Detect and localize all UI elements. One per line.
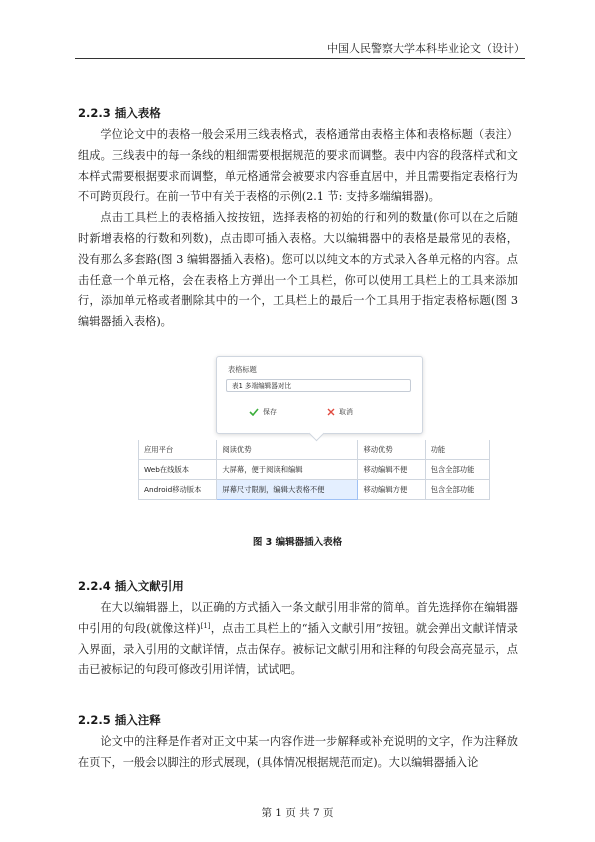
table-cell[interactable]: Android移动版本 [139, 480, 217, 500]
paragraph: 学位论文中的表格一般会采用三线表格式，表格通常由表格主体和表格标题（表注）组成。三线表中的每一条线的粗细需要根据规范的要求而调整。表中内容的段落样式和文本样式需要根据要求而调整，单元格通常会被要求内容垂直居中，并且需要指定表格行为不可跨页段行。在前一节中有关于表格的示例(2.1 节: 支持多端编辑器)。 [78, 128, 518, 204]
figure-caption: 图 3 编辑器插入表格 [252, 537, 343, 548]
section-heading-2-2-4: 2.2.4 插入文献引用 [78, 579, 184, 593]
selected-table-cell[interactable]: 屏幕尺寸限制，编辑大表格不便 [217, 480, 358, 500]
comparison-table [138, 440, 490, 500]
cancel-label: 取消 [339, 408, 353, 416]
editor-table-figure [138, 356, 490, 506]
citation-mark[interactable]: [1] [200, 621, 211, 630]
table-cell[interactable]: Web在线版本 [139, 460, 217, 480]
table-cell[interactable]: 阅读优势 [217, 440, 358, 460]
save-button[interactable] [249, 407, 277, 417]
section-body-2-2-4 [78, 598, 518, 681]
table-row [139, 440, 490, 460]
section-heading-2-2-3: 2.2.3 插入表格 [78, 106, 161, 120]
table-cell[interactable]: 移动优势 [358, 440, 425, 460]
table-cell[interactable]: 移动编辑不便 [358, 460, 425, 480]
table-title-popup [216, 356, 423, 434]
section-body-2-2-3 [78, 125, 518, 333]
popup-title: 表格标题 [228, 365, 257, 374]
page-footer: 第 1 页 共 7 页 [261, 807, 334, 819]
table-cell[interactable]: 功能 [425, 440, 489, 460]
running-header: 中国人民警察大学本科毕业论文（设计） [327, 42, 525, 55]
table-row [139, 480, 490, 500]
cancel-button[interactable] [327, 407, 353, 417]
paragraph: 点击工具栏上的表格插入按按钮，选择表格的初始的行和列的数量(你可以在之后随时新增表格的行数和列数)，点击即可插入表格。大以编辑器中的表格是最常见的表格，没有那么多套路(图 3 编辑器插入表格)。您可以以纯文本的方式录入各单元格的内容。点击任意一个单元格，会在表格上方弹出一个工具栏，你可以使用工具栏上的工具来添加行，添加单元格或者删除其中的一个，工具栏上的最后一个工具用于指定表格标题(图 3 编辑器插入表格)。 [78, 211, 518, 329]
table-cell[interactable]: 大屏幕，便于阅读和编辑 [217, 460, 358, 480]
table-cell[interactable]: 移动编辑方便 [358, 480, 425, 500]
save-label: 保存 [263, 408, 277, 416]
x-icon [327, 408, 335, 416]
text-run: 在大以编辑器上，以正确的方式插入一条文献引用非常的简单。首先选择你在编辑器中引用的句段(就像这样) [78, 601, 518, 635]
table-cell[interactable]: 应用平台 [139, 440, 217, 460]
section-heading-2-2-5: 2.2.5 插入注释 [78, 713, 161, 727]
header-rule [75, 58, 525, 59]
section-body-2-2-5 [78, 732, 518, 774]
table-title-input[interactable]: 表1 多端编辑器对比 [226, 379, 411, 392]
paragraph [78, 598, 518, 681]
table-cell[interactable]: 包含全部功能 [425, 480, 489, 500]
table-cell[interactable]: 包含全部功能 [425, 460, 489, 480]
text-run: ，点击工具栏上的“插入文献引用”按钮。就会弹出文献详情录入界面，录入引用的文献详情，点击保存。被标记文献引用和注释的句段会高亮显示，点击已被标记的句段可修改引用详情，试试吧。 [78, 621, 518, 677]
popup-arrow [309, 426, 325, 442]
paragraph: 论文中的注释是作者对正文中某一内容作进一步解释或补充说明的文字，作为注释放在页下，一般会以脚注的形式展现，(具体情况根据规范而定)。大以编辑器插入论 [78, 735, 518, 769]
table-row [139, 460, 490, 480]
check-icon [249, 408, 259, 416]
